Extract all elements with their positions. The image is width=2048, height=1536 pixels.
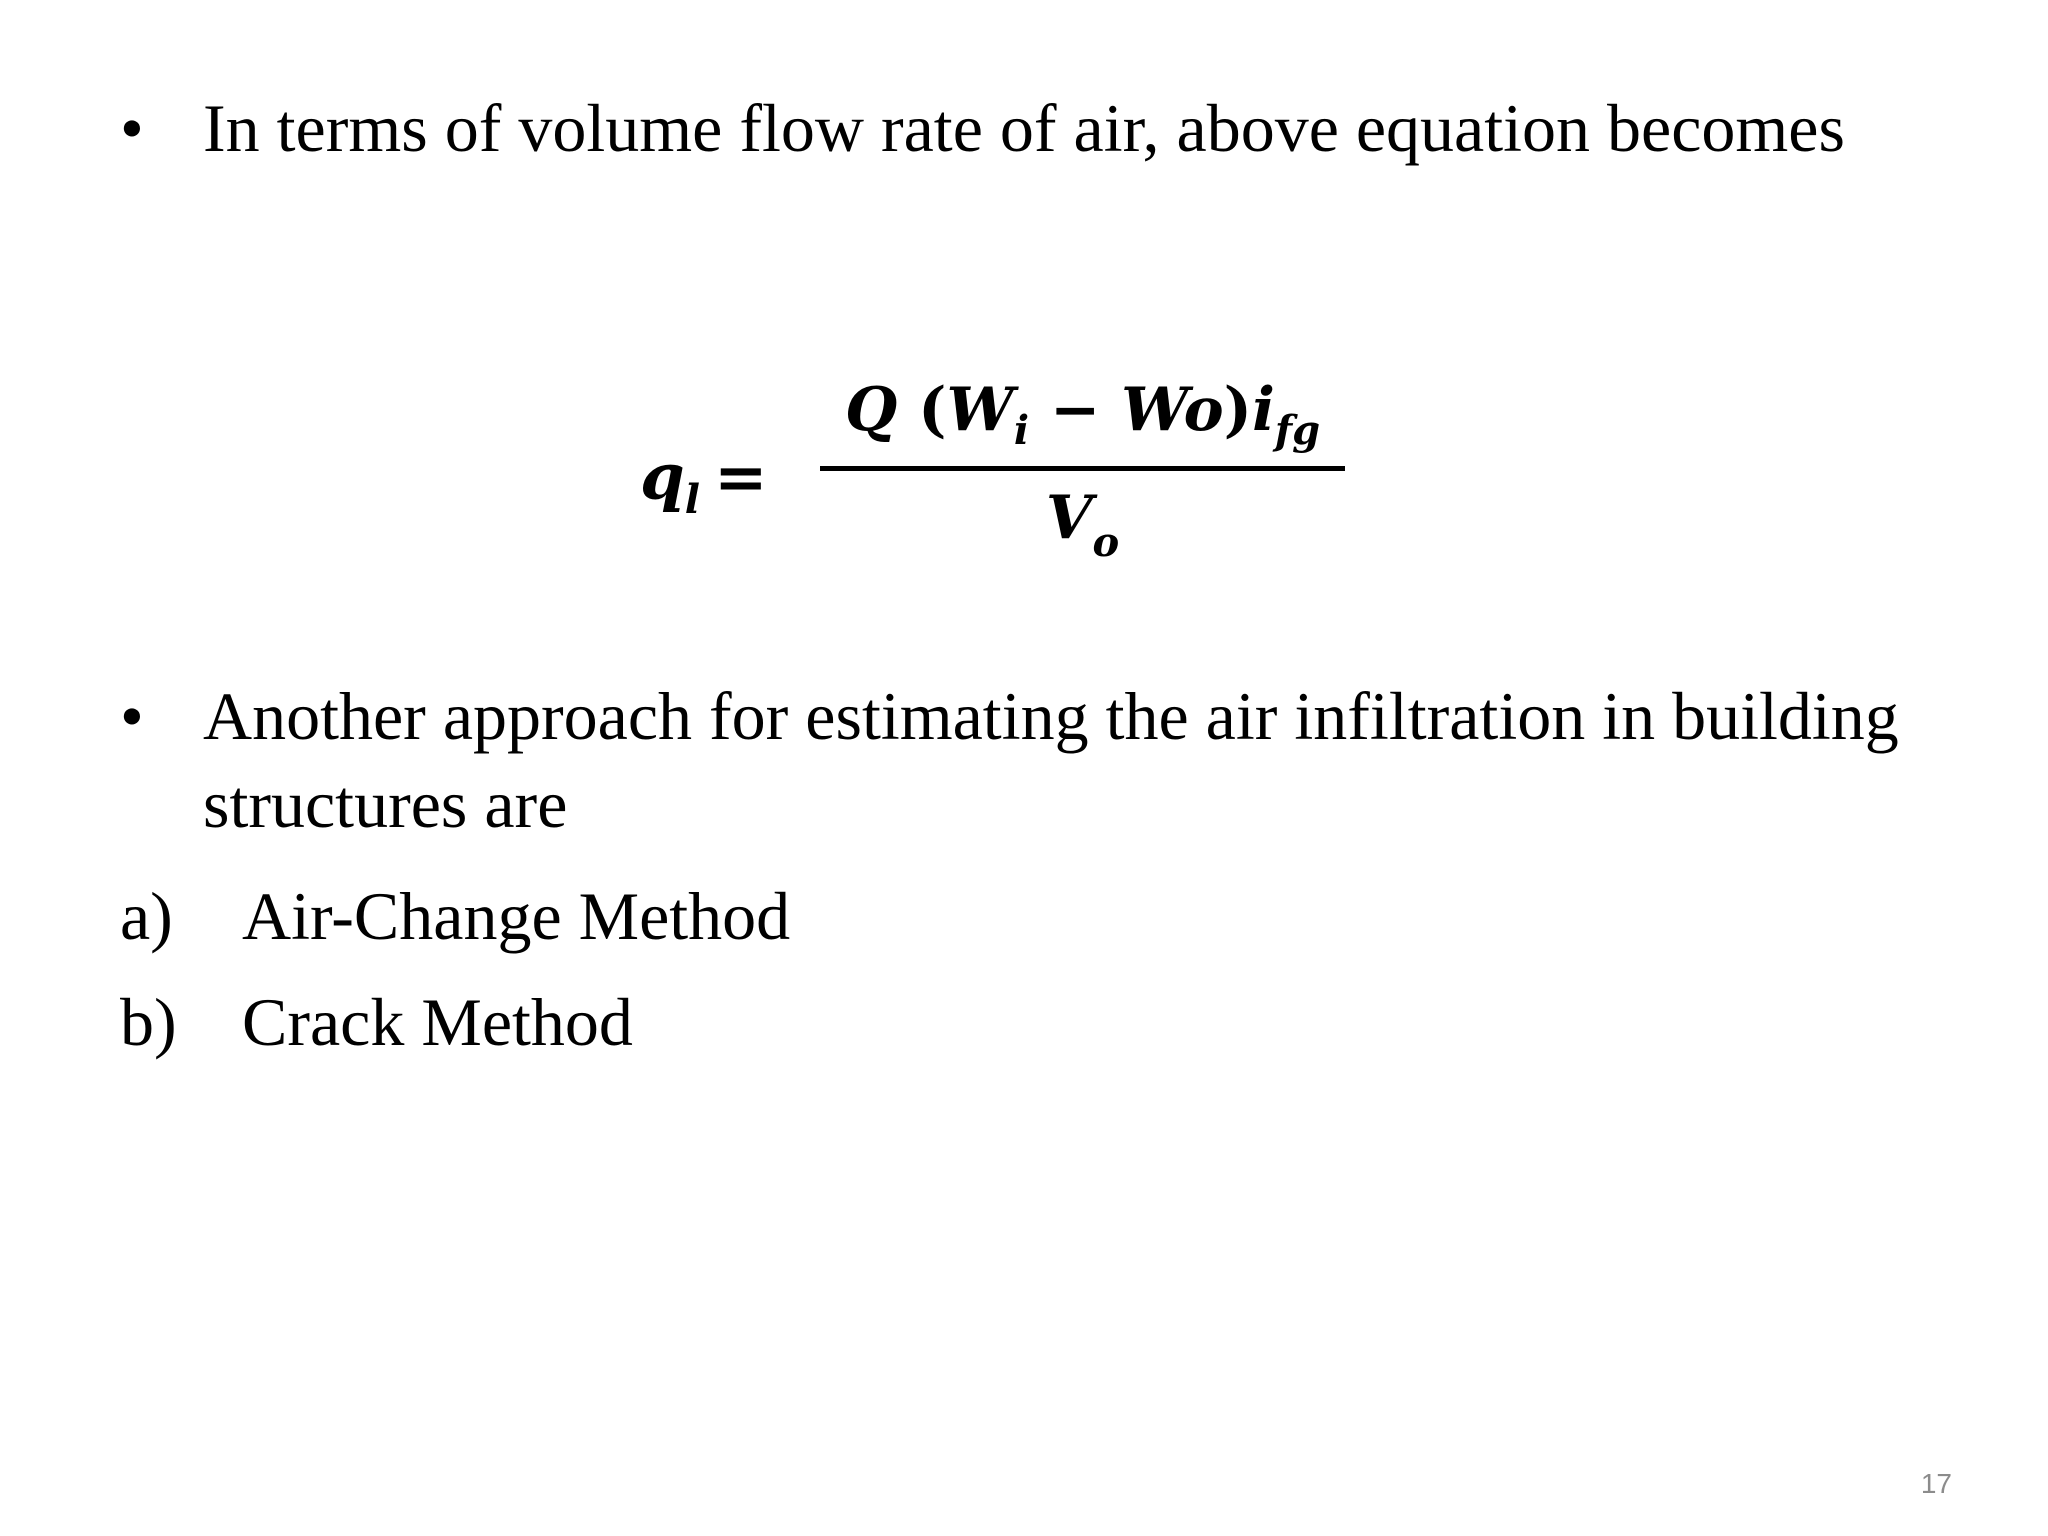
bullet-text: Another approach for estimating the air infiltration in building structures are (203, 678, 1899, 842)
numerator-w-subscript: i (1013, 407, 1030, 454)
method-label: b) (120, 984, 177, 1060)
latent-load-equation (630, 370, 1350, 590)
denominator-v: V (1045, 483, 1093, 553)
page-number: 17 (1920, 1468, 1952, 1499)
method-item-air-change (120, 872, 1020, 960)
close-paren: ) (1223, 375, 1253, 445)
method-label: a) (120, 878, 173, 954)
lhs-symbol: q (640, 440, 685, 515)
method-text: Crack Method (242, 984, 633, 1060)
numerator-wo: Wo (1121, 375, 1224, 445)
method-text: Air-Change Method (242, 878, 791, 954)
numerator-w: W (946, 375, 1014, 445)
numerator-q: Q (844, 375, 898, 445)
lhs-subscript: l (684, 476, 700, 523)
numerator-i: i (1252, 375, 1275, 445)
denominator-v-subscript: o (1092, 519, 1120, 566)
equation-numerator (820, 370, 1345, 471)
bullet-marker: • (120, 678, 144, 754)
equals-sign: = (713, 440, 768, 515)
bullet-item-volume-flow (120, 84, 1880, 264)
fraction-bar (820, 466, 1345, 471)
equation-lhs (640, 438, 768, 540)
bullet-text: In terms of volume flow rate of air, above equation becomes (203, 90, 1845, 166)
minus-sign: − (1049, 375, 1101, 445)
numerator-i-subscript: fg (1274, 407, 1321, 454)
bullet-marker: • (120, 90, 144, 166)
equation-denominator (820, 478, 1345, 583)
method-item-crack (120, 978, 1020, 1066)
bullet-item-another-approach (120, 672, 1899, 852)
open-paren: ( (918, 375, 947, 445)
